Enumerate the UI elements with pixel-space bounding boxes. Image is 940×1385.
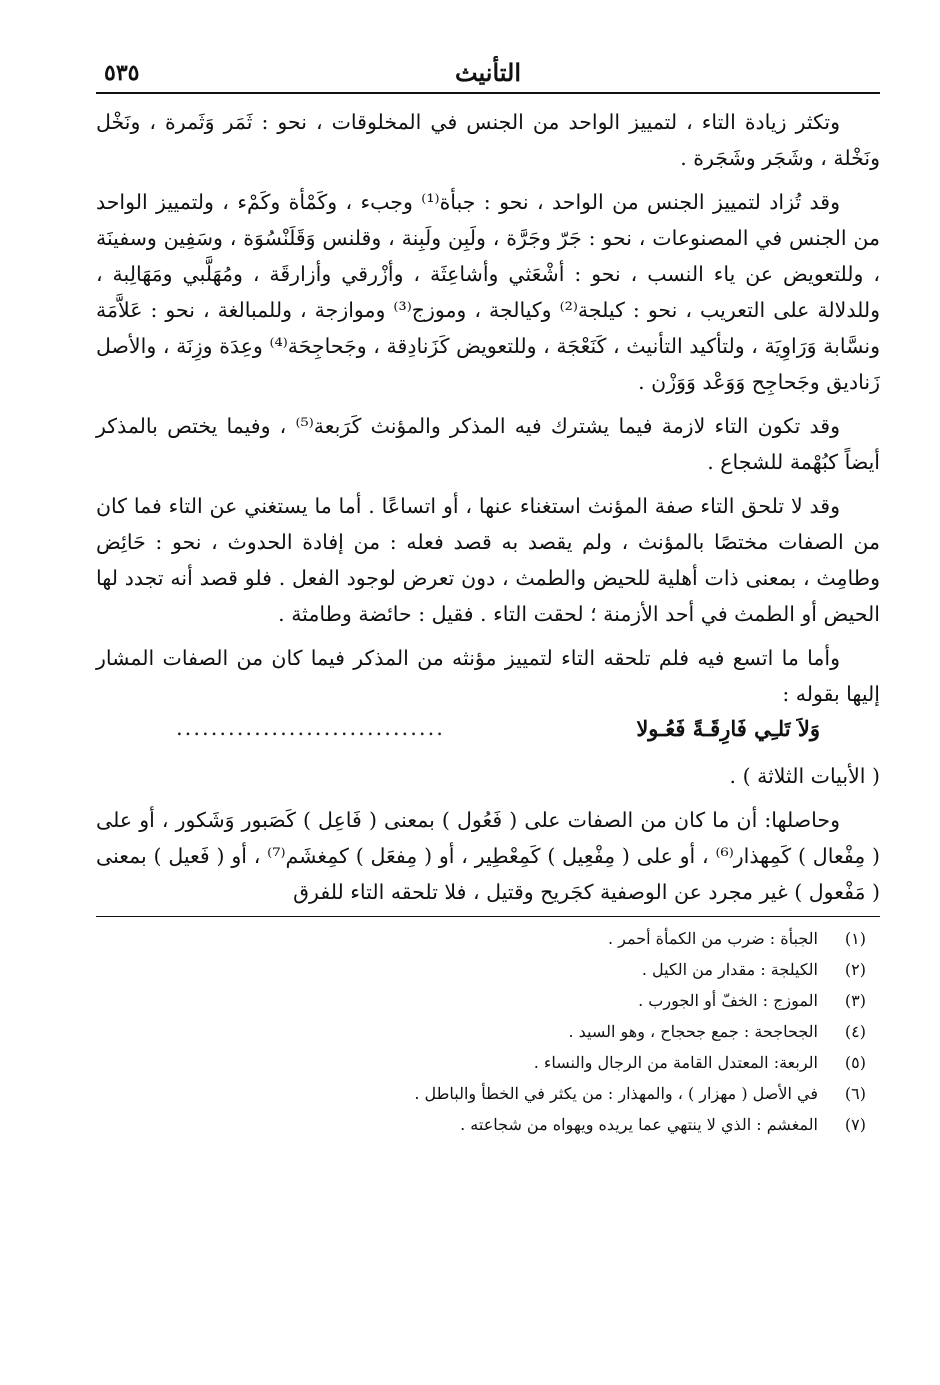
footnote-text: الربعة: المعتدل القامة من الرجال والنساء . — [533, 1053, 818, 1072]
verse-second-hemistich-dots: ............................... — [176, 716, 445, 740]
footnote-number: (١) — [844, 929, 866, 948]
footnote-text: الكيلجة : مقدار من الكيل . — [641, 960, 818, 979]
paragraph-2: وقد تُزاد لتمييز الجنس من الواحد ، نحو : جبأة⁽¹⁾ وجبء ، وكَمْأة وكَمْء ، ولتمييز الواحد من الجنس في المصنوعات ، نحو : جَرّ وجَرَّة ، ولَبِن ولَبِنة ، وقلنس وَقَلَنْسُوَة ، وسَفِين وسفينَة ، وللتعويض عن ياء النسب ، نحو : أشْعَثي وأشاعِثَة ، وأزْرقي وأزارقَة ، ومُهَلَّبي ومَهَالِبة ، وللدلالة على التعريب ، نحو : كيلجة⁽²⁾ وكيالجة ، وموزج⁽³⁾ وموازجة ، وللمبالغة ، نحو : عَلاَّمَة ونسَّابة وَرَاوِيَة ، ولتأكيد التأنيث ، كَنَعْجَة ، وللتعويض كَزَنادِقة ، وجَحاجِحَة⁽⁴⁾ وعِدَة وزِنَة ، والأصل زَناديق وجَحاجِح وَوَعْد وَوَزْن . — [96, 190, 881, 394]
paragraph-5: وأما ما اتسع فيه فلم تلحقه التاء لتمييز مؤنثه من المذكر فيما كان من الصفات المشار إليها بقوله : — [96, 646, 880, 706]
chapter-title: التأنيث — [454, 58, 522, 87]
footnote — [96, 1109, 866, 1140]
verse-line — [96, 712, 880, 758]
footnote-number: (٦) — [844, 1084, 866, 1103]
paragraph-6: وحاصلها: أن ما كان من الصفات على ( فَعُول ) بمعنى ( فَاعِل ) كَصَبور وَشَكور ، أو على ( مِفْعال ) كَمِهذار⁽⁶⁾ ، أو على ( مِفْعِيل ) كَمِعْطِير ، أو ( مِفعَل ) كمِغشَم⁽⁷⁾ ، أو ( فَعيل ) بمعنى ( مَفْعول ) غير مجرد عن الوصفية كجَريح وقتيل ، فلا تلحقه التاء للفرق — [96, 808, 880, 904]
footnote — [96, 1047, 866, 1078]
page-header — [96, 54, 880, 94]
footnote-number: (٧) — [844, 1115, 866, 1134]
footnote — [96, 923, 866, 954]
footnote-text: الموزج : الخفّ أو الجورب . — [638, 991, 818, 1010]
verse-reference: ( الأبيات الثلاثة ) . — [729, 764, 880, 788]
footnote-number: (٢) — [844, 960, 866, 979]
footnote-text: في الأصل ( مهزار ) ، والمهذار : من يكثر في الخطأ والباطل . — [414, 1084, 818, 1103]
footnote-text: الجبأة : ضرب من الكمأة أحمر . — [607, 929, 818, 948]
paragraph-3: وقد تكون التاء لازمة فيما يشترك فيه المذكر والمؤنث كَرَبعة⁽⁵⁾ ، وفيما يختص بالمذكر أيضاً كبُهْمة للشجاع . — [96, 414, 880, 474]
footnote — [96, 1016, 866, 1047]
main-text — [96, 104, 880, 910]
paragraph-1: وتكثر زيادة التاء ، لتمييز الواحد من الجنس في المخلوقات ، نحو : ثَمَر وَثَمرة ، ونَخْل ونَخْلة ، وشَجَر وشَجَرة . — [96, 110, 880, 170]
footnote-number: (٥) — [844, 1053, 866, 1072]
book-page — [96, 54, 880, 1354]
verse-first-hemistich: وَلاَ تَلـِي فَارِقَـةً فَعُـولا — [636, 716, 820, 741]
footnote-divider — [96, 916, 880, 917]
footnote-text: الجحاجحة : جمع جحجاح ، وهو السيد . — [568, 1022, 818, 1041]
footnote — [96, 954, 866, 985]
page-number: ٥٣٥ — [104, 60, 140, 86]
footnote-text: المغشم : الذي لا ينتهي عما يريده ويهواه من شجاعته . — [460, 1115, 818, 1134]
footnote — [96, 985, 866, 1016]
footnote — [96, 1078, 866, 1109]
paragraph-4: وقد لا تلحق التاء صفة المؤنث استغناء عنها ، أو اتساعًا . أما ما يستغني عن التاء فما كان من الصفات مختصًا بالمؤنث ، ولم يقصد به قصد فعله : من إفادة الحدوث ، نحو : حَائِض وطامِث ، بمعنى ذات أهلية للحيض والطمث ، دون تعرض لوجود الفعل . فلو قصد أنه تجدد لها الحيض أو الطمث في أحد الأزمنة ؛ لحقت التاء . فقيل : حائضة وطامثة . — [96, 494, 880, 626]
footnote-number: (٤) — [844, 1022, 866, 1041]
footnote-number: (٣) — [844, 991, 866, 1010]
footnotes — [96, 923, 880, 1140]
